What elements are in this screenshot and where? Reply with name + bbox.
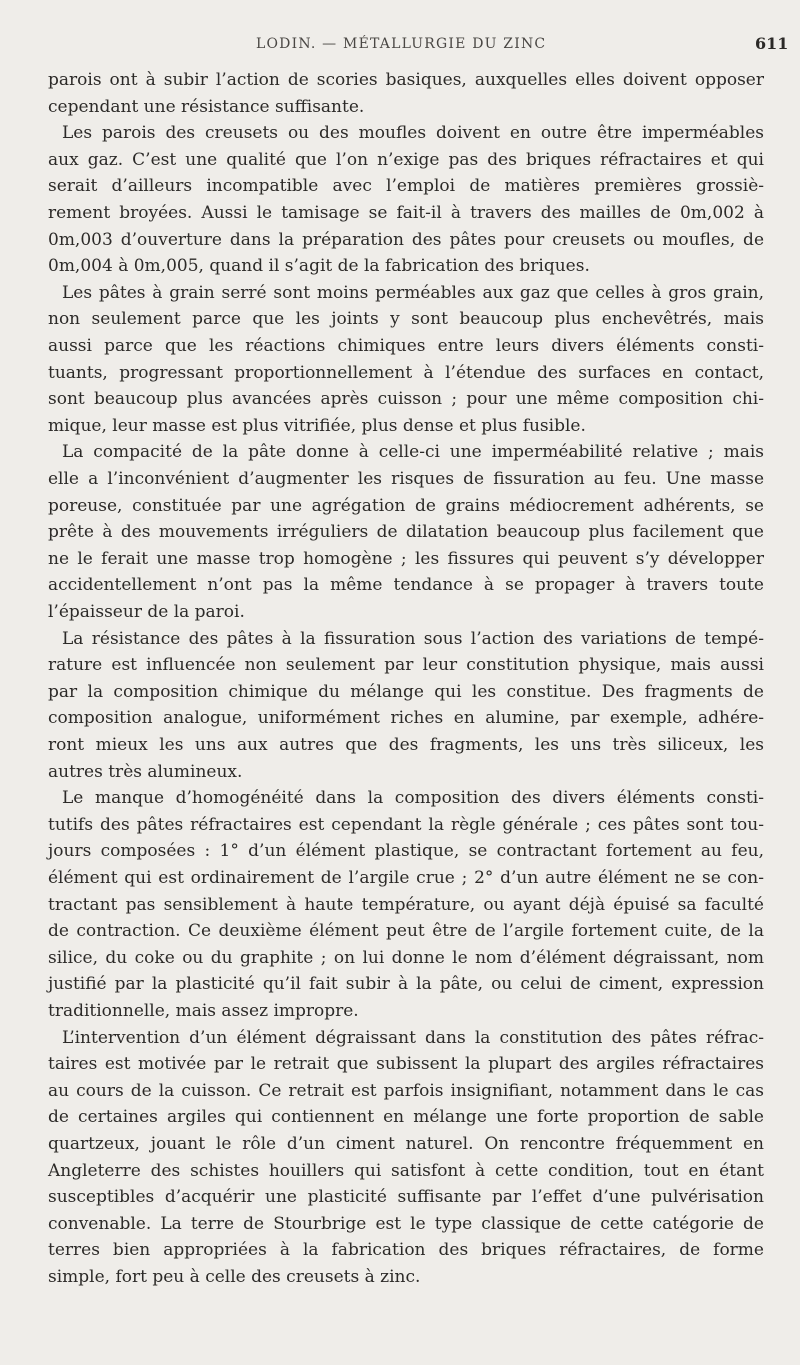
text-line: tractant pas sensiblement à haute température, ou ayant déjà épuisé sa faculté	[48, 894, 764, 915]
text-line: convenable. La terre de Stourbrige est le type classique de cette catégorie de	[48, 1213, 764, 1234]
text-line: Les parois des creusets ou des moufles doivent en outre être imperméables	[62, 123, 764, 144]
text-line: Angleterre des schistes houillers qui satisfont à cette condition, tout en étant	[48, 1160, 764, 1181]
text-line: ne le ferait une masse trop homogène ; les fissures qui peuvent s’y développer	[48, 548, 764, 569]
text-line: tutifs des pâtes réfractaires est cependant la règle générale ; ces pâtes sont tou-	[48, 814, 764, 835]
text-line: aussi parce que les réactions chimiques entre leurs divers éléments consti-	[48, 336, 764, 356]
text-line: accidentellement n’ont pas la même tendance à se propager à travers toute	[48, 575, 764, 596]
text-line: mique, leur masse est plus vitrifiée, plus dense et plus fusible.	[48, 415, 586, 436]
text-line: ront mieux les uns aux autres que des fragments, les uns très siliceux, les	[48, 735, 764, 755]
running-title: LODIN. — MÉTALLURGIE DU ZINC	[256, 36, 547, 52]
text-line: 0m,004 à 0m,005, quand il s’agit de la fabrication des briques.	[48, 256, 590, 277]
text-line: poreuse, constituée par une agrégation de grains médiocrement adhérents, se	[48, 495, 764, 516]
text-line: autres très alumineux.	[48, 761, 243, 782]
text-line: taires est motivée par le retrait que subissent la plupart des argiles réfractaires	[48, 1054, 764, 1075]
text-line: terres bien appropriées à la fabrication des briques réfractaires, de forme	[48, 1240, 764, 1261]
text-line: cependant une résistance suffisante.	[48, 96, 365, 117]
text-line: La résistance des pâtes à la fissuration sous l’action des variations de tempé-	[62, 628, 764, 649]
text-line: tuants, progressant proportionnellement à l’étendue des surfaces en contact,	[48, 362, 764, 383]
text-line: prête à des mouvements irréguliers de dilatation beaucoup plus facilement que	[48, 522, 764, 543]
text-line: aux gaz. C’est une qualité que l’on n’exige pas des briques réfractaires et qui	[48, 149, 764, 170]
text-line: de contraction. Ce deuxième élément peut être de l’argile fortement cuite, de la	[48, 921, 764, 942]
text-line: Les pâtes à grain serré sont moins perméables aux gaz que celles à gros grain,	[62, 282, 764, 303]
text-line: La compacité de la pâte donne à celle-ci une imperméabilité relative ; mais	[62, 442, 764, 463]
text-line: l’épaisseur de la paroi.	[48, 602, 245, 622]
text-line: quartzeux, jouant le rôle d’un ciment naturel. On rencontre fréquemment en	[48, 1134, 764, 1154]
text-line: serait d’ailleurs incompatible avec l’emploi de matières premières grossiè-	[48, 176, 764, 197]
text-line: jours composées : 1° d’un élément plastique, se contractant fortement au feu,	[48, 841, 764, 862]
text-line: sont beaucoup plus avancées après cuisson ; pour une même composition chi-	[48, 389, 764, 410]
text-line: composition analogue, uniformément riches en alumine, par exemple, adhére-	[48, 708, 764, 729]
text-line: de certaines argiles qui contiennent en mélange une forte proportion de sable	[48, 1107, 764, 1128]
text-line: par la composition chimique du mélange qui les constitue. Des fragments de	[48, 681, 764, 702]
text-line: 0m,003 d’ouverture dans la préparation des pâtes pour creusets ou moufles, de	[48, 229, 764, 250]
text-line: non seulement parce que les joints y sont beaucoup plus enchevêtrés, mais	[48, 309, 764, 330]
text-line: traditionnelle, mais assez impropre.	[48, 1001, 359, 1021]
text-line: rement broyées. Aussi le tamisage se fait-il à travers des mailles de 0m,002 à	[48, 203, 764, 223]
text-line: parois ont à subir l’action de scories basiques, auxquelles elles doivent opposer	[48, 70, 764, 90]
text-line: Le manque d’homogénéité dans la composition des divers éléments consti-	[62, 788, 764, 809]
page-number: 611	[755, 34, 789, 53]
text-line: silice, du coke ou du graphite ; on lui donne le nom d’élément dégraissant, nom	[48, 947, 764, 968]
text-line: élément qui est ordinairement de l’argile crue ; 2° d’un autre élément ne se con-	[48, 868, 764, 888]
running-head	[0, 34, 800, 58]
text-line: au cours de la cuisson. Ce retrait est parfois insignifiant, notamment dans le cas	[48, 1080, 764, 1101]
text-line: susceptibles d’acquérir une plasticité suffisante par l’effet d’une pulvérisation	[48, 1187, 764, 1208]
text-line: L’intervention d’un élément dégraissant dans la constitution des pâtes réfrac-	[62, 1027, 764, 1048]
text-line: simple, fort peu à celle des creusets à zinc.	[48, 1267, 421, 1287]
text-line: justifié par la plasticité qu’il fait subir à la pâte, ou celui de ciment, expression	[48, 974, 764, 995]
text-line: elle a l’inconvénient d’augmenter les risques de fissuration au feu. Une masse	[48, 469, 764, 489]
text-line: rature est influencée non seulement par leur constitution physique, mais aussi	[48, 655, 764, 676]
